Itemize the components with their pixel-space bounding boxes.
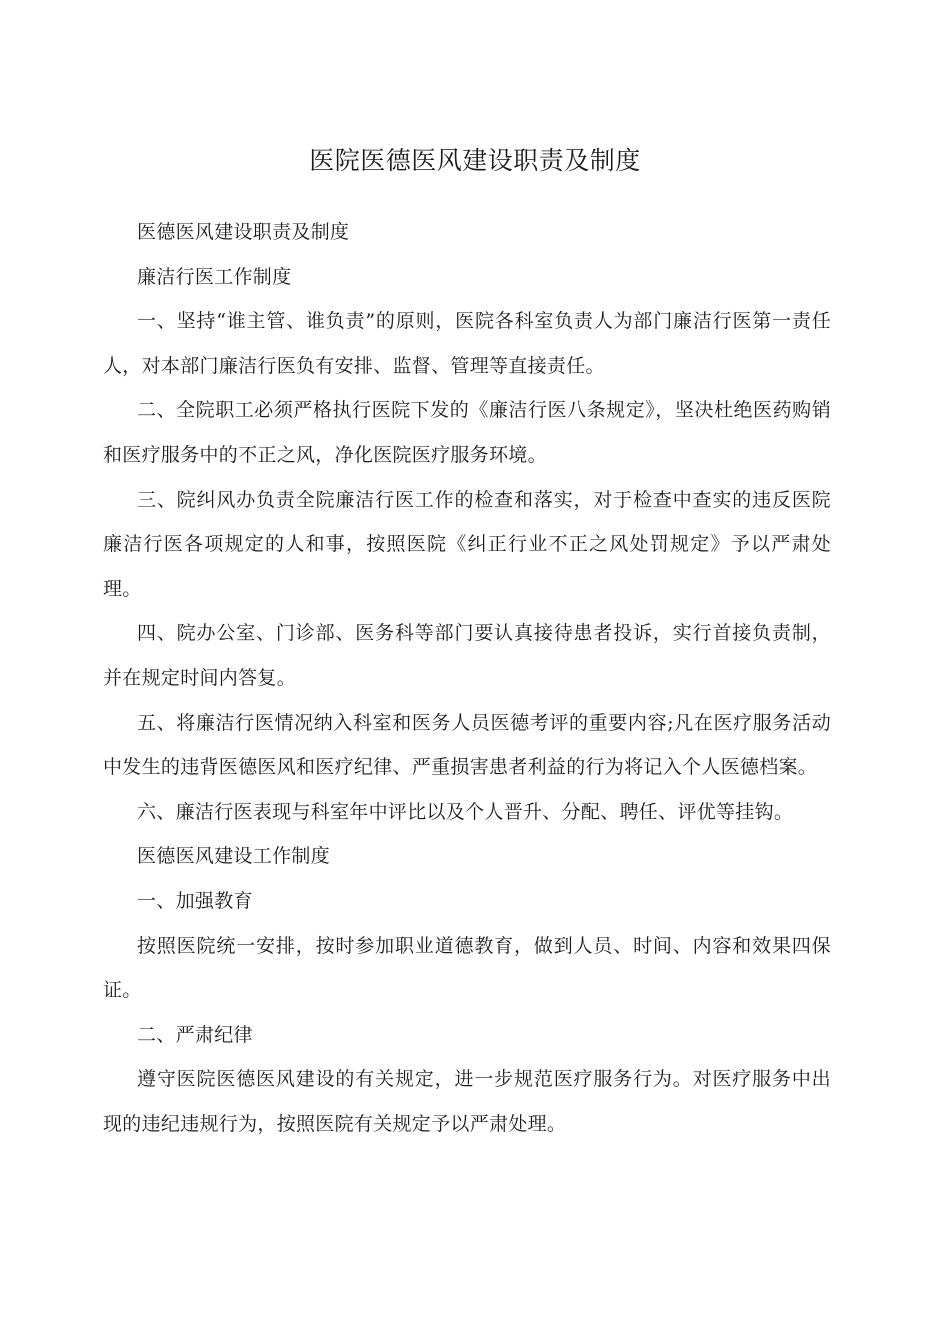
body-paragraph: 遵守医院医德医风建设的有关规定，进一步规范医疗服务行为。对医疗服务中出现的违纪违规行为，按照医院有关规定予以严肃处理。	[103, 1068, 831, 1135]
body-paragraph: 四、院办公室、门诊部、医务科等部门要认真接待患者投诉，实行首接负责制，并在规定时间内答复。	[103, 622, 831, 689]
body-paragraph: 二、全院职工必须严格执行医院下发的《廉洁行医八条规定》，坚决杜绝医药购销和医疗服务中的不正之风，净化医院医疗服务环境。	[103, 399, 831, 466]
document-body	[103, 210, 831, 1146]
subsection-heading: 廉洁行医工作制度	[137, 265, 292, 288]
body-paragraph: 五、将廉洁行医情况纳入科室和医务人员医德考评的重要内容;凡在医疗服务活动中发生的违背医德医风和医疗纪律、严重损害患者利益的行为将记入个人医德档案。	[103, 711, 831, 779]
document-title: 医院医德医风建设职责及制度	[309, 146, 641, 175]
item-heading: 二、严肃纪律	[137, 1023, 253, 1046]
body-paragraph: 三、院纠风办负责全院廉洁行医工作的检查和落实，对于检查中查实的违反医院廉洁行医各项规定的人和事，按照医院《纠正行业不正之风处罚规定》予以严肃处理。	[103, 488, 831, 600]
body-paragraph: 按照医院统一安排，按时参加职业道德教育，做到人员、时间、内容和效果四保证。	[103, 934, 831, 1002]
body-paragraph: 六、廉洁行医表现与科室年中评比以及个人晋升、分配、聘任、评优等挂钩。	[137, 800, 794, 823]
section-heading: 医德医风建设职责及制度	[137, 221, 350, 243]
body-paragraph: 一、坚持“谁主管、谁负责”的原则，医院各科室负责人为部门廉洁行医第一责任人，对本部门廉洁行医负有安排、监督、管理等直接责任。	[103, 310, 831, 377]
item-heading: 一、加强教育	[137, 889, 253, 912]
subsection-heading: 医德医风建设工作制度	[137, 845, 331, 868]
